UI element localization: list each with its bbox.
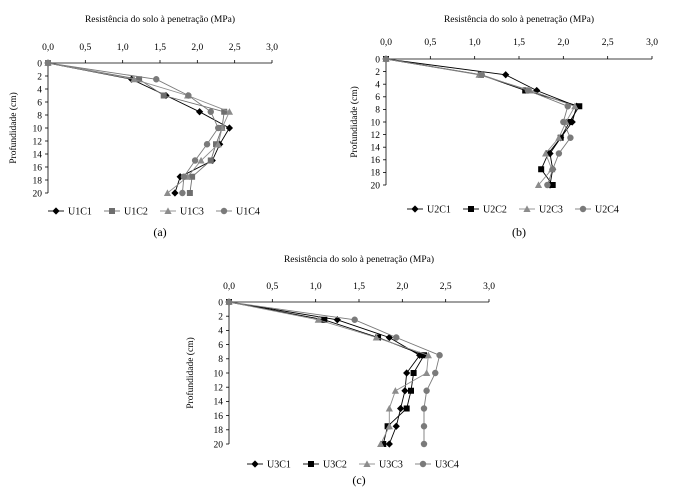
data-point [181,174,187,180]
legend-marker [580,206,586,212]
legend-item [415,460,459,471]
y-tick-label: 12 [32,137,42,148]
x-tick-label: 1,0 [116,43,129,53]
data-point [421,441,427,447]
legend-item [463,205,507,216]
legend-marker [420,461,426,467]
data-point [538,166,544,172]
panel-label: (a) [153,225,167,239]
y-tick-label: 18 [213,426,223,437]
y-tick-label: 6 [37,98,42,109]
x-tick-label: 0,5 [266,282,279,292]
data-point [544,182,550,188]
data-point [161,93,167,99]
data-point [397,405,404,412]
data-point [408,388,414,394]
legend-label: U1C3 [180,206,204,218]
data-point [196,108,203,115]
data-point [436,352,442,358]
y-tick-label: 10 [370,118,380,129]
legend-item [216,207,260,218]
x-tick-label: 2,0 [191,43,204,53]
legend-item [48,207,92,218]
y-tick-label: 4 [218,326,223,337]
legend-marker [52,207,59,214]
x-tick-label: 1,5 [513,38,525,48]
data-point [411,370,417,376]
y-axis-label: Profundidade (cm) [186,337,196,409]
data-point [432,370,438,376]
legend-marker [109,208,115,214]
legend-item [519,205,563,216]
data-point [208,158,214,164]
data-point [185,92,191,98]
data-point [351,317,357,323]
chart-title: Resistência do solo à penetração (MPa) [283,255,435,265]
data-point [423,388,429,394]
data-point [404,406,410,412]
x-tick-label: 0,5 [79,43,92,53]
y-tick-label: 14 [32,150,42,161]
legend [48,207,260,218]
x-tick-label: 3,0 [646,38,658,48]
y-tick-label: 2 [375,67,380,78]
y-tick-label: 10 [213,369,223,380]
chart-title: Resistência do solo à penetração (MPa) [443,15,595,25]
data-point [565,103,571,109]
legend-item [407,205,451,216]
legend-label: U2C1 [427,204,451,216]
y-tick-label: 8 [218,355,223,366]
y-tick-label: 16 [370,156,380,167]
y-tick-label: 14 [213,397,223,408]
x-tick-label: 3,0 [483,282,495,292]
data-point [208,109,214,115]
y-tick-label: 20 [370,181,380,192]
y-tick-label: 12 [213,383,223,394]
legend-item [104,207,148,218]
x-tick-label: 0,0 [380,38,392,48]
y-tick-label: 16 [213,411,223,422]
data-point [386,405,393,412]
x-tick-label: 2,5 [439,282,452,292]
legend-label: U1C4 [236,206,260,218]
series-line [386,59,575,185]
data-point [556,150,562,156]
data-point [479,72,485,78]
legend-item [575,205,619,216]
x-tick-label: 1,5 [154,43,166,53]
x-tick-label: 3,0 [266,43,278,53]
y-tick-label: 6 [218,340,223,351]
legend-marker [411,205,418,212]
y-tick-label: 2 [37,72,42,83]
x-tick-label: 1,0 [309,282,322,292]
data-point [393,423,400,430]
panel-label: (b) [512,225,526,239]
data-point [549,166,555,172]
legend-item [359,460,403,471]
series-line [229,302,424,444]
legend-label: U3C1 [267,459,291,471]
data-point [204,141,210,147]
chart-panel-3 [185,254,495,487]
data-point [560,119,566,125]
x-tick-label: 2,5 [601,38,614,48]
y-tick-label: 12 [370,130,380,141]
series-line [48,63,229,193]
series-line [229,302,428,444]
y-tick-label: 20 [32,189,42,200]
data-point [226,124,233,131]
data-point [567,135,573,141]
chart-title: Resistência do solo à penetração (MPa) [84,15,236,25]
y-axis-label: Profundidade (cm) [350,86,360,158]
data-point [187,190,193,196]
legend [247,460,459,471]
series-line [48,63,218,193]
y-tick-label: 0 [218,298,223,309]
x-tick-label: 0,0 [223,282,235,292]
data-point [393,334,399,340]
data-point [550,182,556,188]
x-tick-label: 1,5 [353,282,365,292]
y-tick-label: 0 [375,55,380,66]
legend-item [160,207,204,218]
legend-label: U1C2 [124,206,148,218]
data-point [502,71,509,78]
x-tick-label: 1,0 [468,38,481,48]
data-point [153,76,159,82]
legend [407,205,619,216]
chart-panel-1 [8,14,278,239]
legend-label: U1C1 [68,206,92,218]
data-point [179,190,185,196]
legend-marker [251,460,258,467]
y-tick-label: 6 [375,93,380,104]
legend-item [303,460,347,471]
data-point [164,189,171,196]
data-point [226,299,232,305]
data-point [171,189,178,196]
y-tick-label: 2 [218,312,223,323]
data-point [215,125,221,131]
data-point [401,387,408,394]
legend-item [247,460,291,471]
y-tick-label: 20 [213,440,223,451]
data-point [386,440,393,447]
y-tick-label: 4 [37,85,42,96]
chart-panel-2 [349,14,658,239]
legend-label: U3C2 [323,459,347,471]
y-tick-label: 18 [370,168,380,179]
data-point [525,87,531,93]
legend-label: U3C3 [379,459,403,471]
legend-label: U3C4 [435,459,459,471]
data-point [383,56,389,62]
panel-label: (c) [352,473,366,487]
data-point [392,387,399,394]
data-point [45,60,51,66]
legend-marker [468,206,474,212]
legend-label: U2C3 [539,204,563,216]
y-tick-label: 18 [32,176,42,187]
x-tick-label: 2,0 [557,38,570,48]
data-point [192,157,198,163]
legend-label: U2C4 [595,204,619,216]
series-U3C3 [225,298,432,447]
legend-marker [308,461,314,467]
legend-marker [221,208,227,214]
y-tick-label: 0 [37,59,42,70]
data-point [421,423,427,429]
y-tick-label: 14 [370,143,380,154]
y-tick-label: 8 [375,105,380,116]
data-point [423,369,430,376]
x-tick-label: 2,0 [396,282,409,292]
x-tick-label: 2,5 [228,43,241,53]
legend-label: U2C2 [483,204,507,216]
y-tick-label: 10 [32,124,42,135]
data-point [421,405,427,411]
y-tick-label: 8 [37,111,42,122]
x-tick-label: 0,5 [424,38,437,48]
y-axis-label: Profundidade (cm) [9,92,19,164]
y-tick-label: 4 [375,80,380,91]
data-point [403,369,410,376]
series-line [48,63,224,193]
y-tick-label: 16 [32,163,42,174]
x-tick-label: 0,0 [42,43,54,53]
